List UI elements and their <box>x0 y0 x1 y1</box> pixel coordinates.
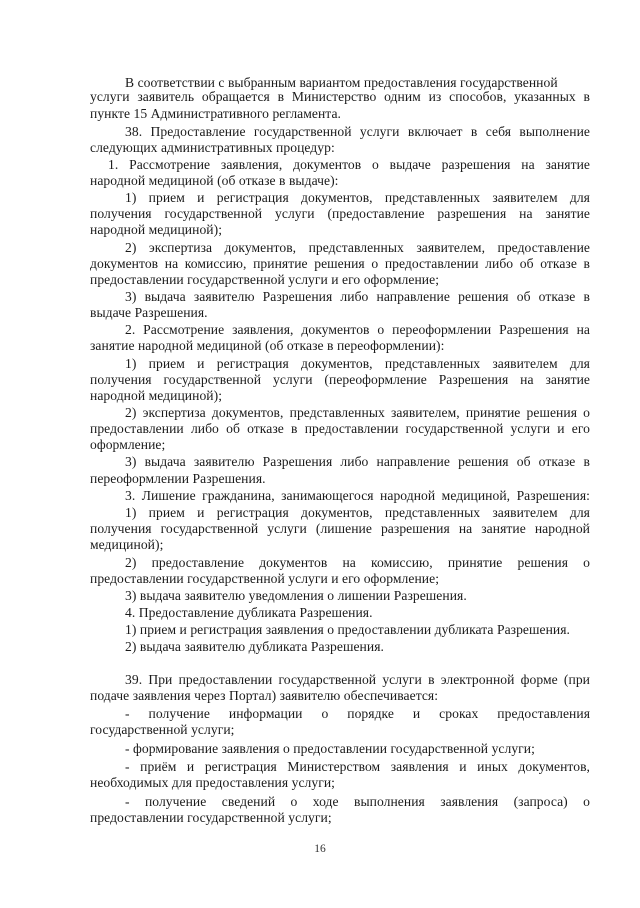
text-line: подаче заявления через Портал) заявителю обеспечивается: <box>90 688 439 703</box>
text-line: предоставлении государственной услуги и его оформление; <box>90 272 440 287</box>
text-line: 1. Рассмотрение заявления, документов о выдаче разрешения на занятие <box>108 157 590 172</box>
text-line: 2) экспертиза документов, представленных заявителем, принятие решения о <box>125 405 590 420</box>
text-line: следующих административных процедур: <box>90 140 335 155</box>
text-line: В соответствии с выбранным вариантом предоставления государственной <box>125 75 558 90</box>
text-line: - получение сведений о ходе выполнения заявления (запроса) о <box>125 794 590 809</box>
text-line: народной медициной); <box>90 388 223 403</box>
text-line: документов на комиссию, принятие решения о предоставлении либо об отказе в <box>90 256 590 271</box>
text-line: народной медициной (об отказе в выдаче): <box>90 173 339 188</box>
text-line: пункте 15 Административного регламента. <box>90 106 341 121</box>
text-line: 3) выдача заявителю Разрешения либо направление решения об отказе в <box>125 289 590 304</box>
text-line: 1) прием и регистрация заявления о предоставлении дубликата Разрешения. <box>125 622 571 637</box>
text-line: 3) выдача заявителю Разрешения либо направление решения об отказе в <box>125 454 590 469</box>
text-line: выдаче Разрешения. <box>90 305 208 320</box>
text-line: 4. Предоставление дубликата Разрешения. <box>125 605 373 620</box>
text-line: 2) предоставление документов на комиссию, принятие решения о <box>125 555 590 570</box>
page-number: 16 <box>314 843 326 855</box>
text-line: получения государственной услуги (лишение разрешения на занятие народной <box>90 521 590 536</box>
text-line: предоставлении государственной услуги; <box>90 810 332 825</box>
text-line: - получение информации о порядке и сроках предоставления <box>125 706 590 721</box>
text-line: 2) экспертиза документов, представленных заявителем, предоставление <box>125 240 590 255</box>
text-line: 1) прием и регистрация документов, представленных заявителем для <box>125 190 590 205</box>
text-line: 38. Предоставление государственной услуги включает в себя выполнение <box>125 124 590 139</box>
text-line: занятие народной медициной (об отказе в переоформлении): <box>90 338 445 353</box>
text-line: 3) выдача заявителю уведомления о лишении Разрешения. <box>125 588 467 603</box>
text-line: народной медициной); <box>90 222 223 237</box>
text-line: переоформлении Разрешения. <box>90 471 266 486</box>
text-line: предоставлении либо об отказе в предоставлении государственной услуги и его <box>90 421 590 436</box>
text-line: государственной услуги; <box>90 722 235 737</box>
text-line: предоставлении государственной услуги и его оформление; <box>90 571 440 586</box>
text-line: - формирование заявления о предоставлении государственной услуги; <box>125 741 535 756</box>
text-line: 2) выдача заявителю дубликата Разрешения. <box>125 639 384 654</box>
text-line: необходимых для предоставления услуги; <box>90 775 336 790</box>
text-line: услуги заявитель обращается в Министерство одним из способов, указанных в <box>90 89 590 104</box>
text-line: 39. При предоставлении государственной услуги в электронной форме (при <box>125 672 590 687</box>
text-line: получения государственной услуги (переоформление Разрешения на занятие <box>90 372 590 387</box>
text-line: 3. Лишение гражданина, занимающегося народной медициной, Разрешения: <box>125 488 590 503</box>
text-line: 1) прием и регистрация документов, представленных заявителем для <box>125 356 590 371</box>
text-line: медициной); <box>90 537 164 552</box>
text-line: 2. Рассмотрение заявления, документов о переоформлении Разрешения на <box>125 322 590 337</box>
text-line: - приём и регистрация Министерством заявления и иных документов, <box>125 759 590 774</box>
text-line: оформление; <box>90 437 166 452</box>
text-line: получения государственной услуги (предоставление разрешения на занятие <box>90 206 590 221</box>
text-line: 1) прием и регистрация документов, представленных заявителем для <box>125 505 590 520</box>
